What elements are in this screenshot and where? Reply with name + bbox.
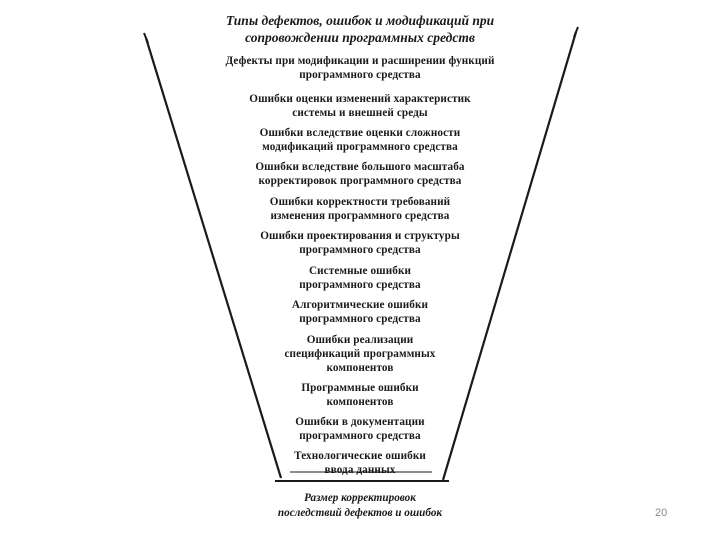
funnel-item-10	[180, 381, 540, 409]
item-line: Ошибки вследствие оценки сложности	[259, 127, 461, 139]
item-line: программного средства	[299, 279, 421, 291]
item-line: Дефекты при модификации и расширении функций	[225, 55, 495, 67]
title-line-1: Типы дефектов, ошибок и модификаций при	[225, 13, 495, 28]
item-line: программного средства	[299, 69, 421, 81]
item-line: Ошибки вследствие большого масштаба	[255, 161, 465, 173]
item-line: Технологические ошибки	[294, 450, 426, 462]
item-line: Ошибки корректности требований	[269, 196, 451, 208]
item-line: Ошибки в документации	[295, 416, 425, 428]
funnel-item-5	[180, 195, 540, 223]
funnel-item-11	[180, 415, 540, 443]
funnel-item-4	[180, 160, 540, 188]
item-line: Программные ошибки	[301, 382, 419, 394]
item-line: ввода данных	[324, 464, 396, 476]
diagram-title	[190, 12, 530, 46]
funnel-item-3	[180, 126, 540, 154]
caption-line-1: Размер корректировок	[304, 492, 416, 504]
item-line: Ошибки проектирования и структуры	[260, 230, 460, 242]
item-line: спецификаций программных	[284, 348, 436, 360]
item-line: изменения программного средства	[270, 210, 450, 222]
funnel-item-12	[180, 449, 540, 477]
diagram-caption	[200, 491, 520, 521]
page-number: 20	[655, 507, 668, 519]
funnel-item-8	[180, 298, 540, 326]
title-line-2: сопровождении программных средств	[245, 30, 475, 45]
funnel-item-7	[180, 264, 540, 292]
item-line: корректировок программного средства	[258, 175, 462, 187]
item-line: Системные ошибки	[308, 265, 412, 277]
caption-line-2: последствий дефектов и ошибок	[277, 507, 443, 519]
item-line: компонентов	[326, 362, 394, 374]
item-line: программного средства	[299, 244, 421, 256]
funnel-item-2	[180, 92, 540, 120]
funnel-item-6	[180, 229, 540, 257]
item-line: программного средства	[299, 430, 421, 442]
item-line: Алгоритмические ошибки	[291, 299, 429, 311]
item-line: компонентов	[326, 396, 394, 408]
funnel-item-9	[180, 333, 540, 375]
item-line: Ошибки реализации	[306, 334, 414, 346]
item-line: программного средства	[299, 313, 421, 325]
item-line: модификаций программного средства	[262, 141, 458, 153]
item-line: Ошибки оценки изменений характеристик	[249, 93, 471, 105]
item-line: системы и внешней среды	[292, 107, 428, 119]
funnel-item-1	[180, 54, 540, 82]
